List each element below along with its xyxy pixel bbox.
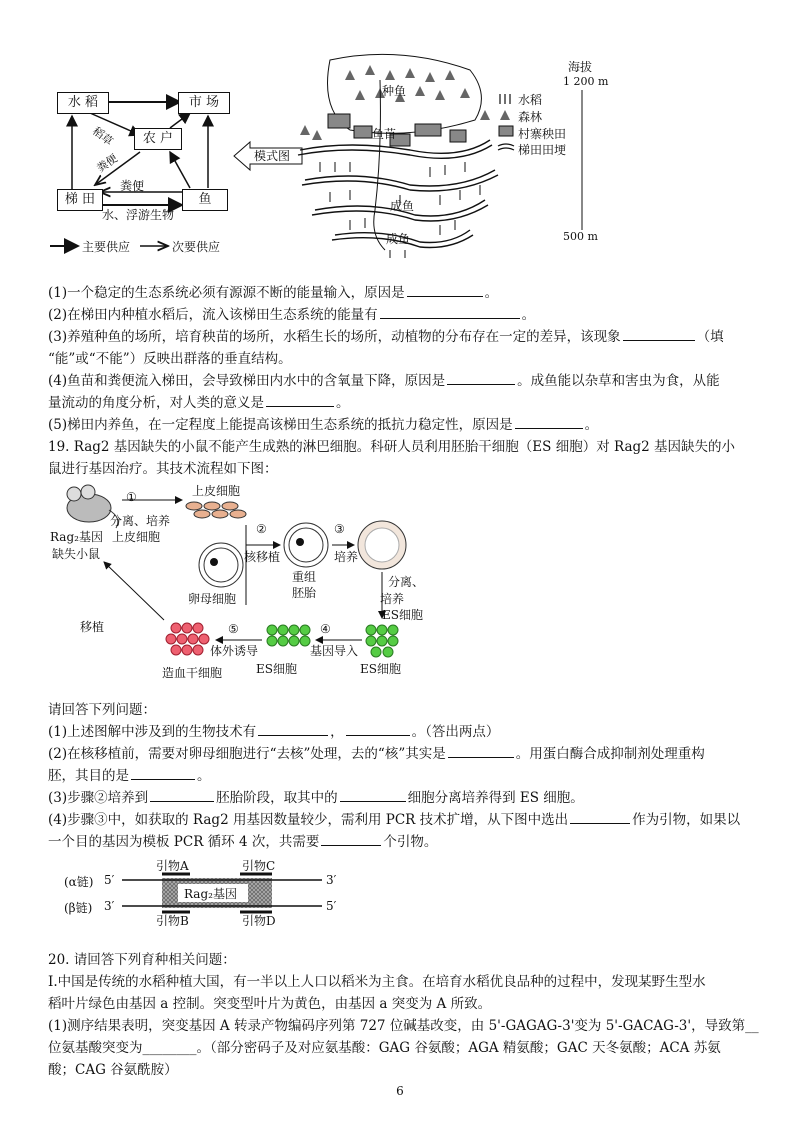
q18-item-4: (4)鱼苗和粪便流入梯田，会导致梯田内水中的含氧量下降，原因是 。成鱼能以杂草和害虫为食，从能 <box>48 373 720 389</box>
alpha-strand: (α链) <box>64 875 94 889</box>
map-fry: 鱼苗 <box>372 127 397 141</box>
q18-item-4b: 量流动的角度分析，对人类的意义是 。 <box>48 395 350 411</box>
label-es-1: ES细胞 <box>382 608 423 622</box>
map-legend-icons <box>496 90 596 240</box>
q18-item-1: (1)一个稳定的生态系统必须有源源不断的能量输入，原因是 。 <box>48 285 499 301</box>
label-nuclear-transfer: 核移植 <box>244 550 281 564</box>
legend-forest: 森林 <box>518 110 543 124</box>
gene-label: Rag₂基因 <box>184 887 237 901</box>
answer-blank[interactable] <box>321 832 381 846</box>
step-1: ① <box>126 490 137 504</box>
beta-strand: (β链) <box>64 901 93 915</box>
label-oocyte: 卵母细胞 <box>188 592 237 606</box>
mouse-label-3: 缺失小鼠 <box>52 547 101 561</box>
altitude-bottom: 500 m <box>563 230 598 243</box>
q19-intro-2: 鼠进行基因治疗。其技术流程如下图： <box>48 461 278 477</box>
answer-blank[interactable] <box>266 393 334 407</box>
label-epithelial: 上皮细胞 <box>192 484 241 498</box>
map-seed-fish: 种鱼 <box>382 84 407 98</box>
step-2: ② <box>256 522 267 536</box>
label-sep-2: 培养 <box>380 592 405 606</box>
edge-label-manure1: 粪便 <box>94 151 121 176</box>
mouse-label-2: 上皮细胞 <box>112 530 161 544</box>
answer-blank[interactable] <box>380 305 520 319</box>
q20-line-3: (1)测序结果表明，突变基因 A 转录产物编码序列第 727 位碱基改变，由 5'-GAGAG-3'变为 5'-GACAG-3'，导致第__ <box>48 1018 759 1034</box>
edge-label-manure2: 粪便 <box>120 179 145 193</box>
altitude-label: 海拔 <box>568 60 593 74</box>
page-number: 6 <box>396 1084 404 1098</box>
q20-title: 20. 请回答下列育种相关问题： <box>48 952 236 968</box>
answer-blank[interactable] <box>448 744 514 758</box>
mode-label: 模式图 <box>254 149 291 163</box>
q19-item-1: (1)上述图解中涉及到的生物技术有 ， 。（答出两点） <box>48 724 500 740</box>
node-fish: 鱼 <box>182 189 228 211</box>
label-es-3: ES细胞 <box>256 662 297 676</box>
legend-secondary: 次要供应 <box>172 240 221 254</box>
label-sep-culture: 分离、培养 <box>110 514 171 528</box>
alpha-5: 5′ <box>104 873 115 887</box>
answer-blank[interactable] <box>340 788 406 802</box>
q19-item-4b: 一个目的基因为模板 PCR 循环 4 次，共需要 个引物。 <box>48 834 438 850</box>
q19-item-4: (4)步骤③中，如获取的 Rag2 用基因数量较少，需利用 PCR 技术扩增，从下图中选出 作为引物，如果以 <box>48 812 741 828</box>
node-terrace: 梯 田 <box>57 189 103 211</box>
label-transplant: 移植 <box>80 620 105 634</box>
primer-a: 引物A <box>156 859 189 873</box>
q19-item-3: (3)步骤②培养到 胚胎阶段，取其中的 细胞分离培养得到 ES 细胞。 <box>48 790 584 806</box>
label-es-2: ES细胞 <box>360 662 401 676</box>
legend-rice: 水稻 <box>518 93 543 107</box>
q18-item-5: (5)梯田内养鱼，在一定程度上能提高该梯田生态系统的抵抗力稳定性，原因是 。 <box>48 417 599 433</box>
label-gene-intro: 基因导入 <box>310 644 359 658</box>
answer-blank[interactable] <box>131 766 195 780</box>
legend-ridge: 梯田田埂 <box>518 143 567 157</box>
beta-3: 3′ <box>104 899 115 913</box>
step-3: ③ <box>334 522 345 536</box>
answer-blank[interactable] <box>515 415 583 429</box>
answer-blank[interactable] <box>447 371 515 385</box>
q19-item-2b: 胚，其目的是 。 <box>48 768 211 784</box>
primer-c: 引物C <box>242 859 276 873</box>
label-hsc: 造血干细胞 <box>162 666 223 680</box>
label-sep-1: 分离、 <box>388 575 425 589</box>
answer-blank[interactable] <box>623 327 695 341</box>
q18-item-3: (3)养殖种鱼的场所，培育秧苗的场所，水稻生长的场所，动植物的分布存在一定的差异，该现象 （填 <box>48 329 724 345</box>
step-4: ④ <box>320 622 331 636</box>
answer-blank[interactable] <box>570 810 630 824</box>
q18-item-2: (2)在梯田内种植水稻后，流入该梯田生态系统的能量有 。 <box>48 307 536 323</box>
node-rice: 水 稻 <box>57 92 109 114</box>
beta-5: 5′ <box>326 899 337 913</box>
altitude-top: 1 200 m <box>563 75 609 88</box>
q20-line-5: 酸；CAG 谷氨酰胺） <box>48 1062 178 1078</box>
answer-blank[interactable] <box>258 722 328 736</box>
label-culture: 培养 <box>334 550 359 564</box>
edge-label-water: 水、浮游生物 <box>102 208 175 222</box>
primer-b: 引物B <box>156 914 189 928</box>
q18-item-3b: “能”或“不能”）反映出群落的垂直结构。 <box>48 351 292 367</box>
alpha-3: 3′ <box>326 873 337 887</box>
q19-intro-1: 19. Rag2 基因缺失的小鼠不能产生成熟的淋巴细胞。科研人员利用胚胎干细胞（ES 细胞）对 Rag2 基因缺失的小 <box>48 439 736 455</box>
q20-line-2: 稻叶片绿色由基因 a 控制。突变型叶片为黄色，由基因 a 突变为 A 所致。 <box>48 996 492 1012</box>
label-recombinant-1: 重组 <box>292 570 317 584</box>
q19-prompt: 请回答下列问题： <box>48 702 156 718</box>
primer-d: 引物D <box>242 914 276 928</box>
q20-line-1: Ⅰ.中国是传统的水稻种植大国，有一半以上人口以稻米为主食。在培育水稻优良品种的过程中，发现某野生型水 <box>48 974 706 990</box>
node-farmer: 农 户 <box>134 128 182 150</box>
map-adult-fish-1: 成鱼 <box>390 199 415 213</box>
step-5: ⑤ <box>228 622 239 636</box>
legend-village: 村寨秧田 <box>518 127 567 141</box>
map-adult-fish-2: 成鱼 <box>386 232 411 246</box>
node-market: 市 场 <box>178 92 230 114</box>
legend-main: 主要供应 <box>82 240 131 254</box>
answer-blank[interactable] <box>346 722 410 736</box>
answer-blank[interactable] <box>407 283 483 297</box>
q19-item-2: (2)在核移植前，需要对卵母细胞进行“去核”处理，去的“核”其实是 。用蛋白酶合成抑制剂处理重构 <box>48 746 705 762</box>
q20-line-4: 位氨基酸突变为________。（部分密码子及对应氨基酸：GAG 谷氨酸；AGA 精氨酸；GAC 天冬氨酸；ACA 苏氨 <box>48 1040 721 1056</box>
label-induce: 体外诱导 <box>210 644 259 658</box>
edge-label-straw: 稻草 <box>90 124 116 149</box>
mouse-label-1: Rag₂基因 <box>50 530 103 544</box>
label-recombinant-2: 胚胎 <box>292 586 317 600</box>
answer-blank[interactable] <box>150 788 214 802</box>
